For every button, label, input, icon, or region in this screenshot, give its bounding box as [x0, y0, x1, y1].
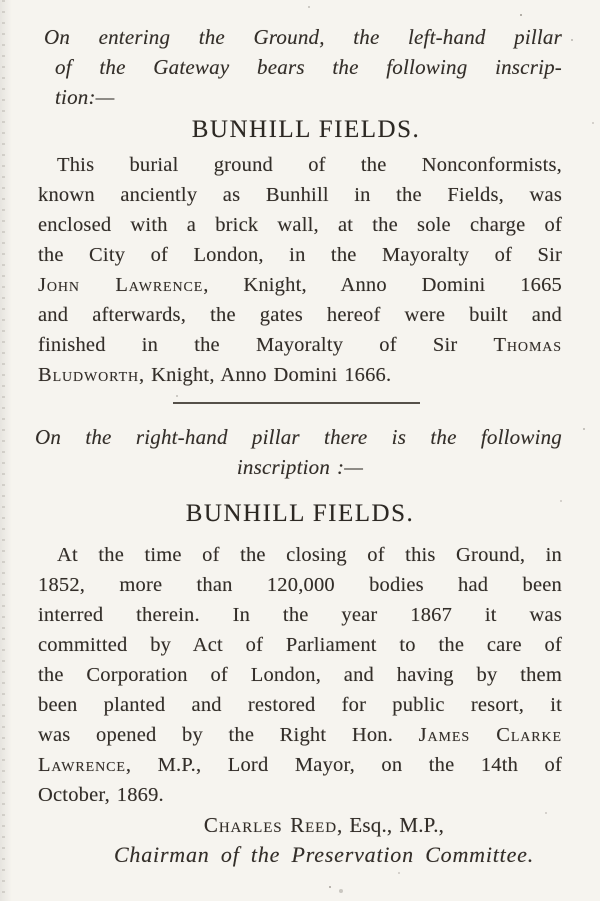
scan-speckles	[0, 0, 2, 2]
text-line: the Corporation of London, and having by them	[38, 664, 562, 686]
name-bludworth: Bludworth	[38, 364, 140, 386]
text-line: enclosed with a brick wall, at the sole charge of	[38, 214, 562, 236]
text-line	[38, 720, 562, 750]
text-segment: was opened by the Right Hon.	[38, 724, 419, 746]
name-charles-reed: Charles Reed	[203, 813, 337, 837]
text-line: the City of London, in the Mayoralty of Sir	[38, 244, 562, 266]
name-james-clarke: James Clarke	[418, 724, 563, 746]
signature-role-line: Chairman of the Preservation Committee.	[113, 842, 535, 867]
text-line: interred therein. In the year 1867 it was	[38, 604, 562, 626]
text-line: 1852, more than 120,000 bodies had been	[38, 574, 562, 596]
text-line: On the right-hand pillar there is the following	[35, 425, 562, 449]
name-thomas: Thomas	[493, 334, 562, 356]
bunhill-fields-heading-right: BUNHILL FIELDS.	[185, 500, 415, 527]
signature-block	[38, 810, 562, 870]
text-line	[38, 330, 562, 360]
text-segment: , Knight, Anno Domini 1666.	[139, 364, 392, 386]
text-line: On entering the Ground, the left-hand pillar	[44, 25, 562, 49]
text-line: been planted and restored for public resort, it	[38, 694, 562, 716]
scan-edge-dots	[2, 0, 5, 901]
text-line: At the time of the closing of this Ground, in	[57, 544, 562, 566]
text-line: inscription :—	[236, 455, 364, 479]
text-line: committed by Act of Parliament to the care of	[38, 634, 562, 656]
text-line: of the Gateway bears the following inscrip-	[55, 55, 562, 79]
text-line: tion:—	[55, 85, 115, 109]
text-segment: , M.P., Lord Mayor, on the 14th of	[125, 754, 562, 776]
right-pillar-intro-note	[35, 422, 562, 482]
text-line: This burial ground of the Nonconformists,	[57, 154, 562, 176]
name-john-lawrence: John Lawrence	[38, 274, 204, 296]
text-line	[38, 270, 562, 300]
name-lawrence: Lawrence	[38, 754, 126, 776]
scan-edge-shade	[0, 0, 12, 901]
text-segment: , Knight, Anno Domini 1665	[203, 274, 563, 296]
text-line	[38, 750, 562, 780]
text-line: known anciently as Bunhill in the Fields, was	[38, 184, 562, 206]
text-line	[38, 360, 562, 390]
signature-name-line	[86, 810, 562, 840]
section-divider-rule	[173, 402, 420, 404]
left-pillar-intro-note	[38, 22, 562, 112]
text-line: October, 1869.	[38, 784, 164, 806]
bunhill-fields-heading-left: BUNHILL FIELDS.	[191, 116, 421, 143]
right-pillar-inscription	[38, 540, 562, 810]
left-pillar-inscription	[38, 150, 562, 390]
text-line: and afterwards, the gates hereof were built and	[38, 304, 562, 326]
text-segment: finished in the Mayoralty of Sir	[38, 334, 494, 356]
text-segment: , Esq., M.P.,	[336, 813, 445, 837]
